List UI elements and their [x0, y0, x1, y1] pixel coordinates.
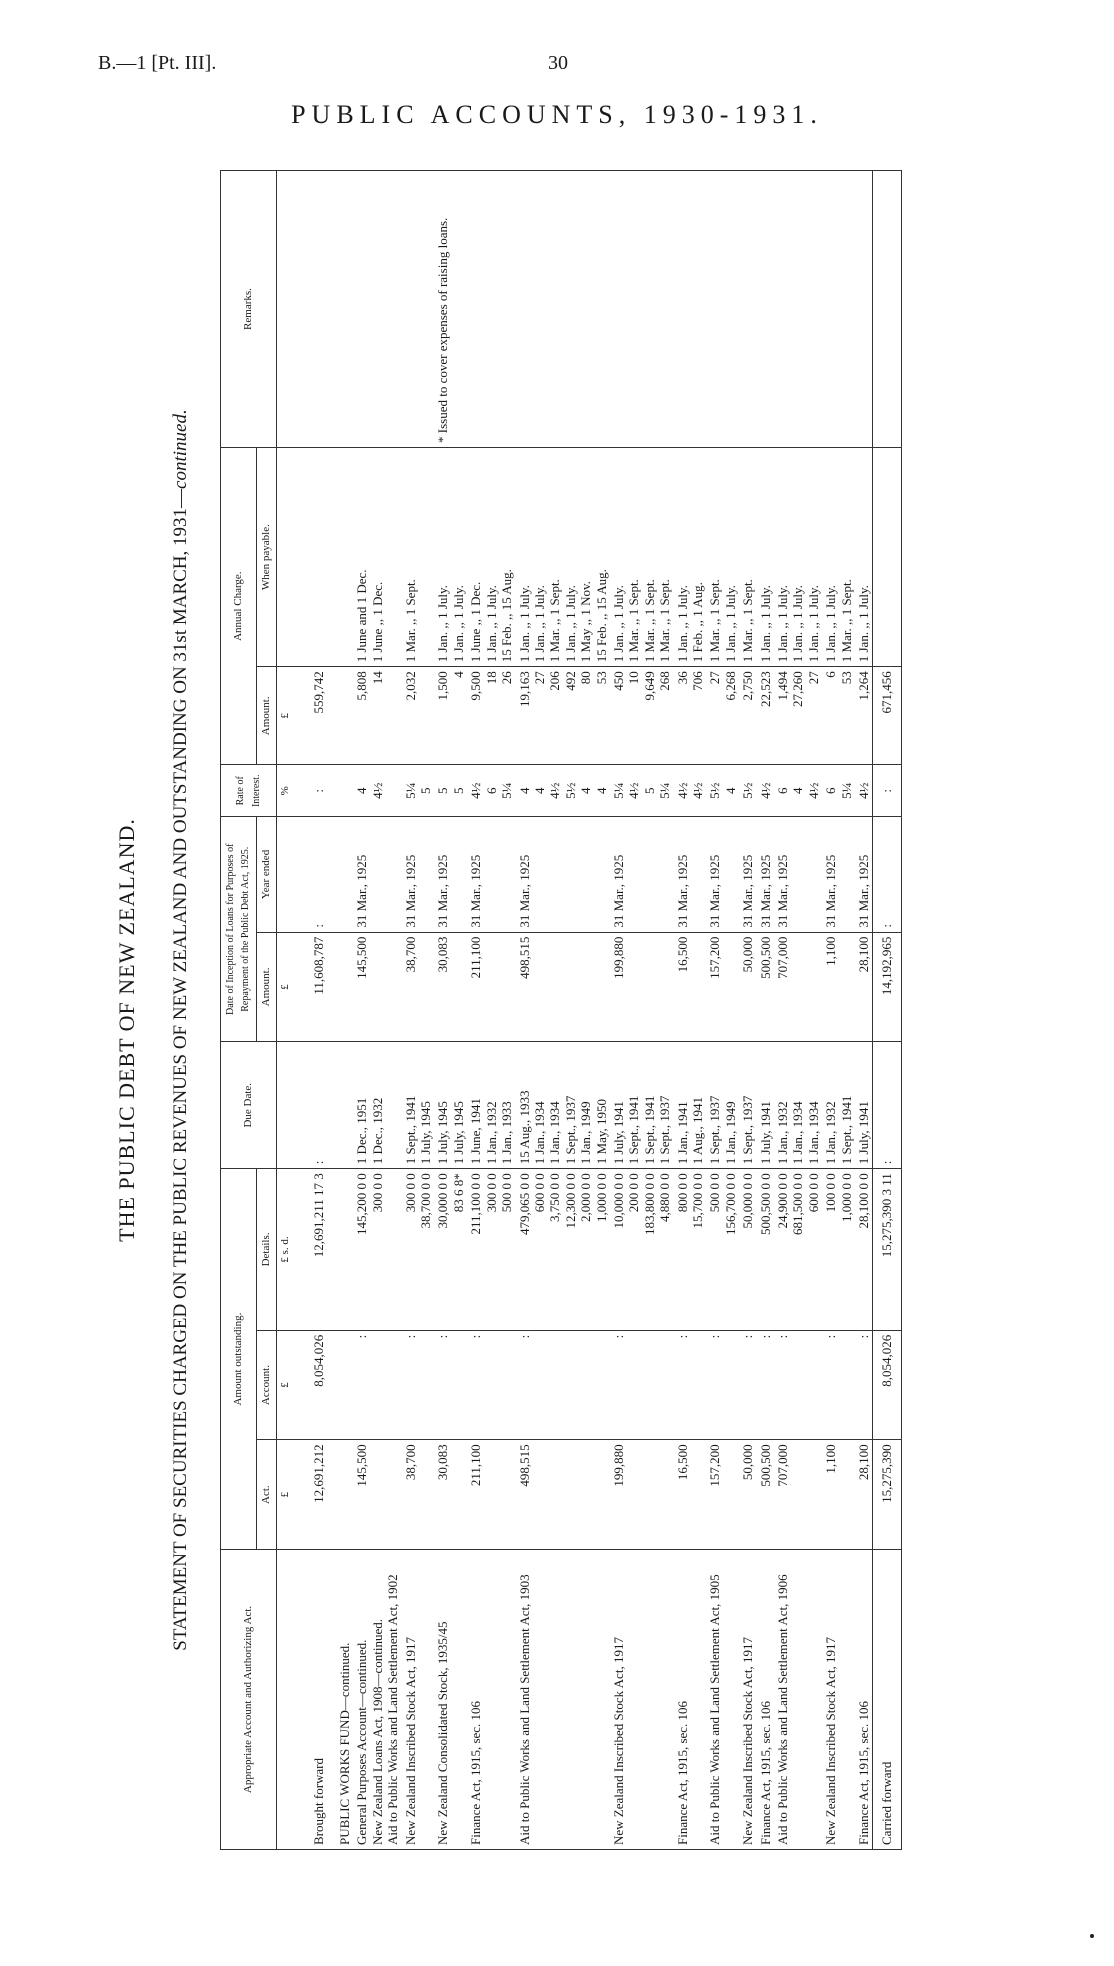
- cell-inc-year: 31 Mar., 1925: [353, 817, 401, 932]
- cell-details: 50,000 0 0: [739, 1169, 756, 1331]
- cell-inc-year: 31 Mar., 1925: [674, 817, 707, 932]
- table-row: [822, 171, 855, 1850]
- col-rate: Rate of Interest.: [221, 765, 277, 817]
- cell-rate: 4½ 6 5¼: [467, 765, 515, 817]
- cell-acct: :: [822, 1330, 855, 1440]
- cell-rate: 4 4½: [353, 765, 401, 817]
- col-account: Appropriate Account and Authorizing Act.: [221, 1549, 277, 1849]
- cell-act: 707,000: [774, 1440, 822, 1550]
- cell-details: 24,900 0 0 681,500 0 0 600 0 0: [774, 1169, 822, 1331]
- cell-due: 1 Jan., 1941 1 Aug., 1941: [674, 1042, 707, 1169]
- cell-inc-amount: 498,515: [516, 932, 610, 1042]
- cell-account: General Purposes Account—continued. New Zealand Loans Act, 1908—continued. Aid to Public Works and Land Settlement Act, 1902: [353, 1549, 401, 1849]
- total-empty: [873, 171, 901, 448]
- cell-inc-amount: 707,000: [774, 932, 822, 1042]
- table-row: [855, 171, 873, 1850]
- cell-payable: 1 Jan. ,, 1 July. 1 Mar. ,, 1 Sept. 1 Mar. ,, 1 Sept. 1 Mar. ,, 1 Sept.: [610, 448, 674, 667]
- cell-inc-year: 31 Mar., 1925: [822, 817, 855, 932]
- cell-inc-amount: 199,880: [610, 932, 674, 1042]
- cell-account: New Zealand Inscribed Stock Act, 1917: [822, 1549, 855, 1849]
- table-row: [295, 171, 336, 1850]
- cell-act: 38,700: [402, 1440, 435, 1550]
- table-row: [516, 171, 610, 1850]
- cell-account: Aid to Public Works and Land Settlement Act, 1903: [516, 1549, 610, 1849]
- table-row: [353, 171, 401, 1850]
- cell-act: 1,100: [822, 1440, 855, 1550]
- cell-inc-amount: 211,100: [467, 932, 515, 1042]
- statement-title: [170, 160, 192, 1900]
- running-header-left: B.—1 [Pt. III].: [98, 52, 217, 74]
- cell-remarks: [516, 171, 610, 448]
- col-annual-amount: Amount.: [256, 667, 276, 765]
- cell-acct: :: [739, 1330, 756, 1440]
- total-act: 15,275,390: [873, 1440, 901, 1550]
- cell-details: 211,100 0 0 300 0 0 500 0 0: [467, 1169, 515, 1331]
- cell-acct: :: [674, 1330, 707, 1440]
- cell-rate: 5 5: [434, 765, 467, 817]
- cell-remarks: [336, 171, 353, 448]
- cell-act: 12,691,212: [295, 1440, 336, 1550]
- col-inception-amount: Amount.: [256, 932, 276, 1042]
- cell-charge: 2,750: [739, 667, 756, 765]
- total-inc-amount: 14,192,965: [873, 932, 901, 1042]
- cell-act: 498,515: [516, 1440, 610, 1550]
- cell-details: 10,000 0 0 200 0 0 183,800 0 0 4,880 0 0: [610, 1169, 674, 1331]
- cell-payable: 1 Mar. ,, 1 Sept. 1 Jan. ,, 1 July.: [706, 448, 739, 667]
- cell-details: 145,200 0 0 300 0 0: [353, 1169, 401, 1331]
- cell-rate: 5½: [739, 765, 756, 817]
- cell-charge: 19,163 27 206 492 80 53: [516, 667, 610, 765]
- col-account-amount: Account.: [256, 1330, 276, 1440]
- cell-charge: 450 10 9,649 268: [610, 667, 674, 765]
- rotated-table-page: [110, 160, 1010, 1900]
- cell-act: 145,500: [353, 1440, 401, 1550]
- cell-payable: 1 Jan. ,, 1 July. 1 Feb. ,, 1 Aug.: [674, 448, 707, 667]
- cell-remarks: [774, 171, 822, 448]
- cell-charge: 2,032: [402, 667, 435, 765]
- cell-rate: 6 4 4½: [774, 765, 822, 817]
- table-row: [774, 171, 822, 1850]
- cell-acct: :: [516, 1330, 610, 1440]
- cell-account: Finance Act, 1915, sec. 106: [855, 1549, 873, 1849]
- cell-charge: 6 53: [822, 667, 855, 765]
- col-remarks: Remarks.: [221, 171, 277, 448]
- col-amount-outstanding: Amount outstanding.: [221, 1169, 257, 1550]
- cell-details: 28,100 0 0: [855, 1169, 873, 1331]
- cell-inc-amount: 157,200: [706, 932, 739, 1042]
- cell-payable: 1 Mar. ,, 1 Sept.: [739, 448, 756, 667]
- cell-remarks: * Issued to cover expenses of raising loans.: [434, 171, 467, 448]
- cell-due: 1 Sept., 1937: [739, 1042, 756, 1169]
- cell-rate: 4½: [757, 765, 774, 817]
- total-charge: 671,456: [873, 667, 901, 765]
- total-empty: [873, 448, 901, 667]
- cell-remarks: [855, 171, 873, 448]
- cell-acct: :: [353, 1330, 401, 1440]
- cell-details: 500 0 0 156,700 0 0: [706, 1169, 739, 1331]
- cell-remarks: [295, 171, 336, 448]
- cell-account: PUBLIC WORKS FUND—continued.: [336, 1549, 353, 1849]
- cell-rate: 5½ 4: [706, 765, 739, 817]
- cell-rate: :: [295, 765, 336, 817]
- cell-acct: 8,054,026: [295, 1330, 336, 1440]
- table-row: [757, 171, 774, 1850]
- cell-account: New Zealand Consolidated Stock, 1935/45: [434, 1549, 467, 1849]
- table-row: [467, 171, 515, 1850]
- cell-due: 1 Jan., 1932 1 Sept., 1941: [822, 1042, 855, 1169]
- cell-remarks: [757, 171, 774, 448]
- cell-due: [336, 1042, 353, 1169]
- cell-act: [336, 1440, 353, 1550]
- cell-details: 800 0 0 15,700 0 0: [674, 1169, 707, 1331]
- cell-inc-amount: 28,100: [855, 932, 873, 1042]
- cell-rate: 4½: [855, 765, 873, 817]
- cell-inc-amount: 11,608,787: [295, 932, 336, 1042]
- cell-inc-year: 31 Mar., 1925: [739, 817, 756, 932]
- total-rate: :: [873, 765, 901, 817]
- unit-account: £: [277, 1330, 295, 1440]
- total-row: [873, 171, 901, 1850]
- total-account: Carried forward: [873, 1549, 901, 1849]
- unit-row: [277, 171, 295, 1850]
- cell-charge: 559,742: [295, 667, 336, 765]
- table-row: [674, 171, 707, 1850]
- cell-account: Brought forward: [295, 1549, 336, 1849]
- cell-payable: 1 Jan. ,, 1 July.: [757, 448, 774, 667]
- cell-payable: 1 Jan. ,, 1 July.: [855, 448, 873, 667]
- cell-charge: 1,500 4: [434, 667, 467, 765]
- cell-account: New Zealand Inscribed Stock Act, 1917: [610, 1549, 674, 1849]
- cell-rate: 5¼ 4½ 5 5¼: [610, 765, 674, 817]
- cell-due: 1 Jan., 1932 1 Jan., 1934 1 Jan., 1934: [774, 1042, 822, 1169]
- cell-payable: 1 Jan. ,, 1 July. 1 Mar. ,, 1 Sept.: [822, 448, 855, 667]
- cell-account: Aid to Public Works and Land Settlement Act, 1906: [774, 1549, 822, 1849]
- cell-inc-year: 31 Mar., 1925: [402, 817, 435, 932]
- total-inc-year: :: [873, 817, 901, 932]
- cell-acct: :: [855, 1330, 873, 1440]
- cell-details: 479,065 0 0 600 0 0 3,750 0 0 12,300 0 0 2,000 0 0 1,000 0 0: [516, 1169, 610, 1331]
- cell-payable: 1 Mar. ,, 1 Sept.: [402, 448, 435, 667]
- col-act: Act.: [256, 1440, 276, 1550]
- total-due: :: [873, 1042, 901, 1169]
- cell-due: 15 Aug., 1933 1 Jan., 1934 1 Jan., 1934 1 Sept., 1937 1 Jan., 1949 1 May, 1950: [516, 1042, 610, 1169]
- col-inception-year: Year ended: [256, 817, 276, 932]
- total-acct: 8,054,026: [873, 1330, 901, 1440]
- cell-remarks: [467, 171, 515, 448]
- total-details: 15,275,390 3 11: [873, 1169, 901, 1331]
- cell-remarks: [739, 171, 756, 448]
- table-row: [402, 171, 435, 1850]
- cell-inc-year: 31 Mar., 1925: [434, 817, 467, 932]
- table-row: [336, 171, 353, 1850]
- unit-details: £ s. d.: [277, 1169, 295, 1331]
- cell-inc-year: [336, 817, 353, 932]
- cell-due: :: [295, 1042, 336, 1169]
- cell-inc-year: :: [295, 817, 336, 932]
- cell-inc-year: 31 Mar., 1925: [774, 817, 822, 932]
- cell-rate: 5¼ 5: [402, 765, 435, 817]
- unit-inception: £: [277, 932, 295, 1042]
- cell-inc-year: 31 Mar., 1925: [855, 817, 873, 932]
- securities-table: [220, 170, 902, 1850]
- cell-act: 28,100: [855, 1440, 873, 1550]
- cell-due: 1 June, 1941 1 Jan., 1932 1 Jan., 1933: [467, 1042, 515, 1169]
- cell-inc-amount: 38,700: [402, 932, 435, 1042]
- cell-acct: :: [610, 1330, 674, 1440]
- cell-payable: [295, 448, 336, 667]
- cell-act: 211,100: [467, 1440, 515, 1550]
- cell-account: Aid to Public Works and Land Settlement Act, 1905: [706, 1549, 739, 1849]
- main-title: THE PUBLIC DEBT OF NEW ZEALAND.: [114, 818, 139, 1242]
- cell-act: 50,000: [739, 1440, 756, 1550]
- cell-due: 1 July, 1941: [757, 1042, 774, 1169]
- cell-inc-year: 31 Mar., 1925: [757, 817, 774, 932]
- cell-acct: :: [402, 1330, 435, 1440]
- running-title: PUBLIC ACCOUNTS, 1930-1931.: [291, 100, 823, 129]
- cell-act: 500,500: [757, 1440, 774, 1550]
- unit-annual: £: [277, 667, 295, 765]
- cell-due: 1 Sept., 1941 1 July, 1945: [402, 1042, 435, 1169]
- col-details: Details.: [256, 1169, 276, 1331]
- cell-inc-amount: 16,500: [674, 932, 707, 1042]
- cell-account: New Zealand Inscribed Stock Act, 1917: [739, 1549, 756, 1849]
- cell-rate: 6 5¼: [822, 765, 855, 817]
- cell-charge: 5,808 14: [353, 667, 401, 765]
- cell-acct: :: [434, 1330, 467, 1440]
- table-body: [277, 171, 902, 1850]
- cell-payable: 1 June ,, 1 Dec. 1 Jan. ,, 1 July. 15 Feb. ,, 15 Aug.: [467, 448, 515, 667]
- cell-inc-amount: [336, 932, 353, 1042]
- cell-charge: [336, 667, 353, 765]
- cell-rate: 4½ 4½: [674, 765, 707, 817]
- cell-acct: :: [467, 1330, 515, 1440]
- cell-payable: 1 Jan. ,, 1 July. 1 Jan. ,, 1 July.: [434, 448, 467, 667]
- statement-title-text: STATEMENT OF SECURITIES CHARGED ON THE PUBLIC REVENUES OF NEW ZEALAND AND OUTSTANDING ON 31st MARCH, 1931—: [170, 488, 191, 1651]
- col-when-payable: When payable.: [256, 448, 276, 667]
- cell-inc-year: 31 Mar., 1925: [516, 817, 610, 932]
- cell-account: New Zealand Inscribed Stock Act, 1917: [402, 1549, 435, 1849]
- table-row: [739, 171, 756, 1850]
- cell-details: 500,500 0 0: [757, 1169, 774, 1331]
- cell-acct: :: [706, 1330, 739, 1440]
- cell-payable: [336, 448, 353, 667]
- margin-dot: [1090, 1934, 1094, 1938]
- table-row: [706, 171, 739, 1850]
- cell-remarks: [822, 171, 855, 448]
- cell-inc-year: 31 Mar., 1925: [467, 817, 515, 932]
- cell-due: 1 Dec., 1951 1 Dec., 1932: [353, 1042, 401, 1169]
- unit-act: £: [277, 1440, 295, 1550]
- cell-remarks: [674, 171, 707, 448]
- cell-remarks: [402, 171, 435, 448]
- cell-account: Finance Act, 1915, sec. 106: [674, 1549, 707, 1849]
- cell-rate: 4 4 4½ 5½ 4 4: [516, 765, 610, 817]
- cell-payable: 1 June and 1 Dec. 1 June ,, 1 Dec.: [353, 448, 401, 667]
- unit-rate: %: [277, 765, 295, 817]
- cell-inc-amount: 500,500: [757, 932, 774, 1042]
- col-due-date: Due Date.: [221, 1042, 277, 1169]
- cell-payable: 1 Jan. ,, 1 July. 1 Jan. ,, 1 July. 1 Jan. ,, 1 July.: [774, 448, 822, 667]
- col-inception: Date of Inception of Loans for Purposes of Repayment of the Public Debt Act, 1925.: [221, 817, 257, 1042]
- cell-inc-amount: 50,000: [739, 932, 756, 1042]
- cell-payable: 1 Jan. ,, 1 July. 1 Jan. ,, 1 July. 1 Mar. ,, 1 Sept. 1 Jan. ,, 1 July. 1 May ,, 1 Nov. 15 Feb. ,, 15 Aug.: [516, 448, 610, 667]
- cell-charge: 27 6,268: [706, 667, 739, 765]
- cell-inc-year: 31 Mar., 1925: [706, 817, 739, 932]
- cell-details: 100 0 0 1,000 0 0: [822, 1169, 855, 1331]
- cell-due: 1 Sept., 1937 1 Jan., 1949: [706, 1042, 739, 1169]
- cell-inc-amount: 1,100: [822, 932, 855, 1042]
- cell-inc-year: 31 Mar., 1925: [610, 817, 674, 932]
- cell-due: 1 July, 1945 1 July, 1945: [434, 1042, 467, 1169]
- cell-charge: 9,500 18 26: [467, 667, 515, 765]
- cell-charge: 36 706: [674, 667, 707, 765]
- cell-acct: :: [757, 1330, 774, 1440]
- statement-title-suffix: continued.: [170, 409, 191, 489]
- cell-due: 1 July, 1941 1 Sept., 1941 1 Sept., 1941 1 Sept., 1937: [610, 1042, 674, 1169]
- cell-charge: 1,264: [855, 667, 873, 765]
- cell-act: 157,200: [706, 1440, 739, 1550]
- table-row: [434, 171, 467, 1850]
- table-row: [610, 171, 674, 1850]
- cell-details: 12,691,211 17 3: [295, 1169, 336, 1331]
- cell-account: Finance Act, 1915, sec. 106: [467, 1549, 515, 1849]
- cell-remarks: [706, 171, 739, 448]
- cell-remarks: [353, 171, 401, 448]
- cell-act: 16,500: [674, 1440, 707, 1550]
- cell-inc-amount: 145,500: [353, 932, 401, 1042]
- col-annual-charge: Annual Charge.: [221, 448, 257, 765]
- cell-remarks: [610, 171, 674, 448]
- cell-rate: [336, 765, 353, 817]
- cell-act: 199,880: [610, 1440, 674, 1550]
- cell-details: 30,000 0 0 83 6 8*: [434, 1169, 467, 1331]
- cell-act: 30,083: [434, 1440, 467, 1550]
- cell-details: [336, 1169, 353, 1331]
- page-number: 30: [548, 52, 568, 74]
- cell-charge: 22,523: [757, 667, 774, 765]
- cell-details: 300 0 0 38,700 0 0: [402, 1169, 435, 1331]
- cell-due: 1 July, 1941: [855, 1042, 873, 1169]
- cell-account: Finance Act, 1915, sec. 106: [757, 1549, 774, 1849]
- cell-acct: [336, 1330, 353, 1440]
- cell-acct: :: [774, 1330, 822, 1440]
- cell-charge: 1,494 27,260 27: [774, 667, 822, 765]
- cell-inc-amount: 30,083: [434, 932, 467, 1042]
